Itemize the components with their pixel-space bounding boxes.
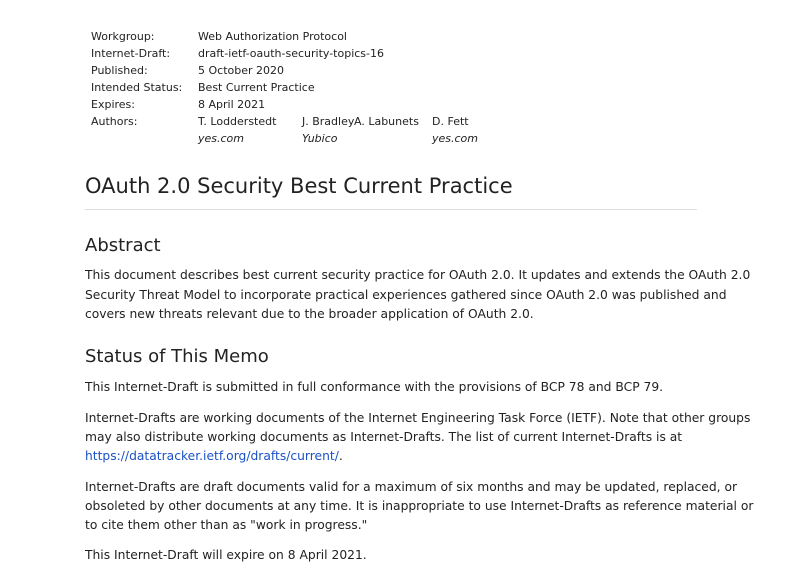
status-paragraph-line: Internet-Drafts are working documents of the Internet Engineering Task Force (IETF). Note that other groups: [85, 411, 751, 425]
document-title: OAuth 2.0 Security Best Current Practice: [85, 174, 513, 198]
author: [302, 113, 354, 147]
meta-row-workgroup: [91, 28, 478, 45]
status-paragraph-line: may also distribute working documents as Internet-Drafts. The list of current Internet-Drafts is at: [85, 430, 683, 444]
meta-value: 5 October 2020: [198, 64, 285, 77]
abstract-line: This document describes best current security practice for OAuth 2.0. It updates and extends the OAuth 2.0: [85, 268, 751, 282]
link-trailing-period: .: [338, 449, 343, 463]
author-name: J. Bradley: [302, 115, 355, 128]
abstract-line: covers new threats relevant due to the broader application of OAuth 2.0.: [85, 307, 534, 321]
title-divider: [85, 209, 697, 210]
meta-row-expires: [91, 96, 478, 113]
meta-key: Expires:: [91, 98, 135, 111]
status-paragraph: This Internet-Draft will expire on 8 April 2021.: [85, 548, 367, 562]
meta-row-internet-draft: [91, 45, 478, 62]
abstract-heading: Abstract: [85, 235, 161, 256]
author: [354, 113, 432, 147]
meta-key: Intended Status:: [91, 81, 183, 94]
author: [432, 113, 478, 147]
author-name: A. Labunets: [354, 115, 419, 128]
author: [198, 113, 302, 147]
meta-key: Workgroup:: [91, 30, 155, 43]
status-heading: Status of This Memo: [85, 346, 269, 367]
status-paragraph-line: to cite them other than as "work in progress.": [85, 518, 368, 532]
abstract-line: Security Threat Model to incorporate practical experiences gathered since OAuth 2.0 was published and: [85, 288, 727, 302]
author-name: D. Fett: [432, 115, 469, 128]
author-org: yes.com: [198, 132, 244, 145]
author-org: Yubico: [302, 132, 338, 145]
meta-row-published: [91, 62, 478, 79]
author-name: T. Lodderstedt: [198, 115, 277, 128]
meta-value: Best Current Practice: [198, 81, 315, 94]
meta-value: Web Authorization Protocol: [198, 30, 347, 43]
author-org: yes.com: [432, 132, 478, 145]
document-metadata: [91, 28, 478, 147]
status-paragraph: This Internet-Draft is submitted in full conformance with the provisions of BCP 78 and BCP 79.: [85, 380, 664, 394]
meta-key: Internet-Draft:: [91, 47, 171, 60]
meta-row-intended-status: [91, 79, 478, 96]
meta-key: Authors:: [91, 115, 138, 128]
meta-row-authors: [91, 113, 478, 147]
meta-key: Published:: [91, 64, 148, 77]
meta-value: 8 April 2021: [198, 98, 266, 111]
status-paragraph-line: [85, 446, 343, 466]
authors-list: [198, 113, 478, 147]
status-paragraph-line: Internet-Drafts are draft documents valid for a maximum of six months and may be updated, replaced, or: [85, 480, 738, 494]
drafts-link[interactable]: https://datatracker.ietf.org/drafts/current/: [85, 449, 339, 463]
status-paragraph-line: obsoleted by other documents at any time. It is inappropriate to use Internet-Drafts as reference material or: [85, 499, 754, 513]
meta-value: draft-ietf-oauth-security-topics-16: [198, 47, 385, 60]
